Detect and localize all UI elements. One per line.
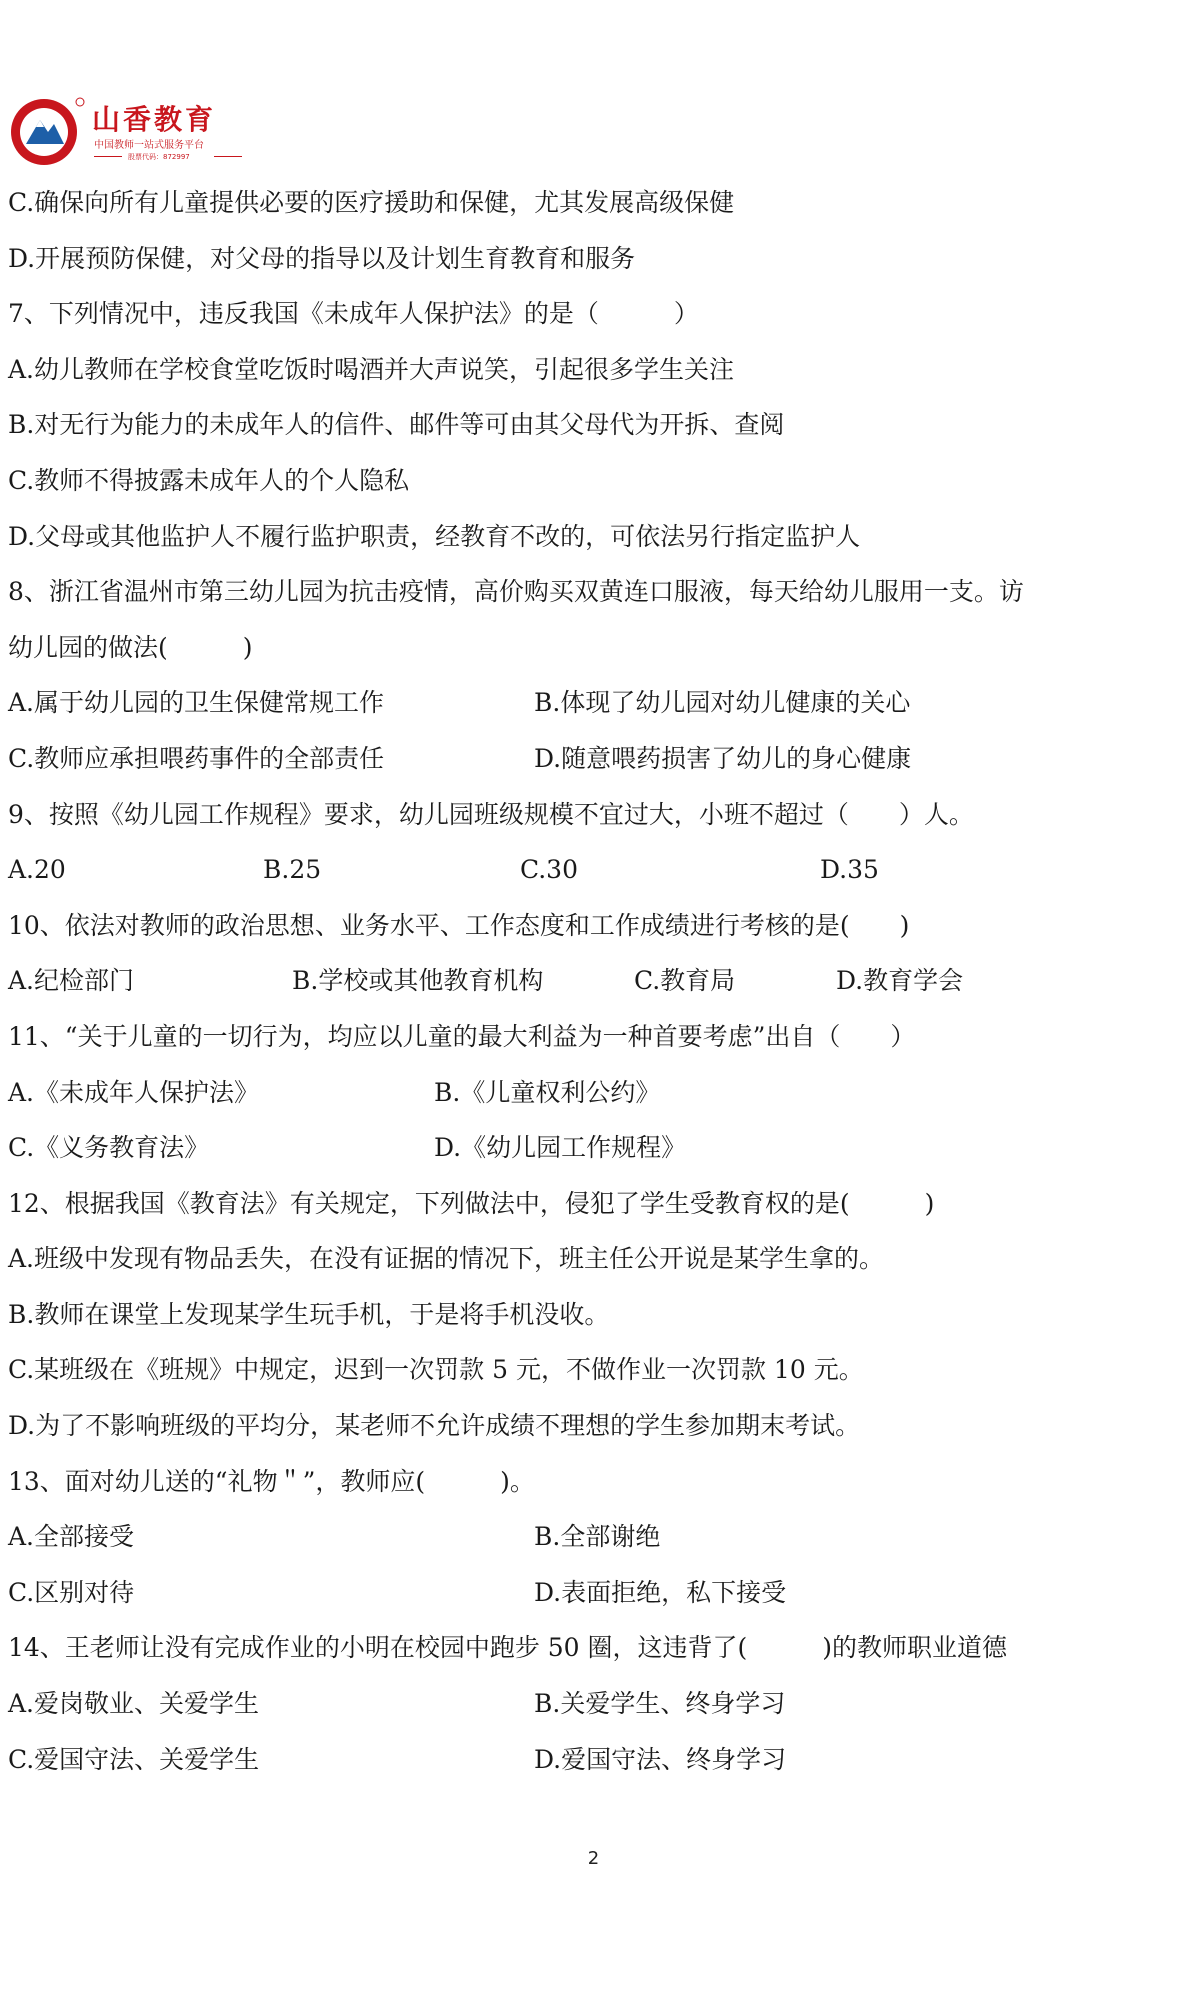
option-row [8,842,1178,898]
option-c: C.30 [520,855,578,885]
brand-slogan: 中国教师一站式服务平台 [94,140,204,151]
option-row [8,1732,1178,1788]
option-d: D.随意喂药损害了幼儿的身心健康 [534,743,912,773]
option-d: D.35 [820,855,879,885]
option-line: B.教师在课堂上发现某学生玩手机，于是将手机没收。 [8,1299,610,1329]
option-a: A.爱岗敬业、关爱学生 [8,1689,260,1719]
question-14: 14、王老师让没有完成作业的小明在校园中跑步 50 圈，这违背了( )的教师职业道德 [8,1633,1008,1663]
option-a: A.《未成年人保护法》 [8,1077,260,1107]
option-c: C.区别对待 [8,1577,135,1607]
option-line: D.为了不影响班级的平均分，某老师不允许成绩不理想的学生参加期末考试。 [8,1411,861,1441]
option-b: B.《儿童权利公约》 [434,1077,661,1107]
option-line: B.对无行为能力的未成年人的信件、邮件等可由其父母代为开拆、查阅 [8,410,785,440]
option-line: D.父母或其他监护人不履行监护职责，经教育不改的，可依法另行指定监护人 [8,521,861,551]
option-b: B.关爱学生、终身学习 [534,1689,786,1719]
question-content [8,175,1178,1787]
option-line: C.某班级在《班规》中规定，迟到一次罚款 5 元，不做作业一次罚款 10 元。 [8,1355,864,1385]
option-row [8,953,1178,1009]
option-a: A.纪检部门 [8,966,135,996]
question-10: 10、依法对教师的政治思想、业务水平、工作态度和工作成绩进行考核的是( ) [8,910,910,940]
option-c: C.《义务教育法》 [8,1133,210,1163]
question-8: 8、浙江省温州市第三幼儿园为抗击疫情，高价购买双黄连口服液，每天给幼儿服用一支。访 [8,577,1024,607]
option-line: C.教师不得披露未成年人的个人隐私 [8,465,410,495]
option-row [8,1676,1178,1732]
option-line: C.确保向所有儿童提供必要的医疗援助和保健，尤其发展高级保健 [8,188,735,217]
option-c: C.教师应承担喂药事件的全部责任 [8,743,385,773]
brand-stock-code: 股票代码：872997 [128,153,190,161]
option-line: A.幼儿教师在学校食堂吃饭时喝酒并大声说笑，引起很多学生关注 [8,354,735,384]
option-b: B.学校或其他教育机构 [292,966,544,996]
option-d: D.《幼儿园工作规程》 [434,1133,687,1163]
option-c: C.教育局 [634,966,736,996]
question-9: 9、按照《幼儿园工作规程》要求，幼儿园班级规模不宜过大，小班不超过（ ）人。 [8,799,974,829]
option-a: A.全部接受 [8,1522,135,1552]
question-7: 7、下列情况中，违反我国《未成年人保护法》的是（ ） [8,299,699,329]
option-b: B.25 [263,855,322,885]
option-row [8,731,1178,787]
option-c: C.爱国守法、关爱学生 [8,1744,260,1774]
option-a: A.20 [8,855,66,885]
brand-logo [8,96,268,168]
option-d: D.教育学会 [836,966,964,996]
question-11: 11、“关于儿童的一切行为，均应以儿童的最大利益为一种首要考虑”出自（ ） [8,1021,916,1051]
option-d: D.表面拒绝，私下接受 [534,1577,787,1607]
option-row [8,675,1178,731]
option-row [8,1509,1178,1565]
option-b: B.全部谢绝 [534,1522,661,1552]
question-8-continued: 幼儿园的做法( ) [8,632,253,662]
option-row [8,1065,1178,1121]
option-line: A.班级中发现有物品丢失，在没有证据的情况下，班主任公开说是某学生拿的。 [8,1244,885,1274]
option-b: B.体现了幼儿园对幼儿健康的关心 [534,688,911,718]
brand-name: 山香教育 [92,103,217,136]
divider [214,156,242,157]
divider [94,156,122,157]
question-12: 12、根据我国《教育法》有关规定，下列做法中，侵犯了学生受教育权的是( ) [8,1188,935,1218]
question-13: 13、面对幼儿送的“礼物＂”，教师应( )。 [8,1466,535,1496]
page-number: 2 [587,1848,600,1869]
option-row [8,1120,1178,1176]
mountain-logo-icon [8,96,88,168]
option-row [8,1565,1178,1621]
option-a: A.属于幼儿园的卫生保健常规工作 [8,688,385,718]
option-d: D.爱国守法、终身学习 [534,1744,787,1774]
option-line: D.开展预防保健，对父母的指导以及计划生育教育和服务 [8,243,636,273]
